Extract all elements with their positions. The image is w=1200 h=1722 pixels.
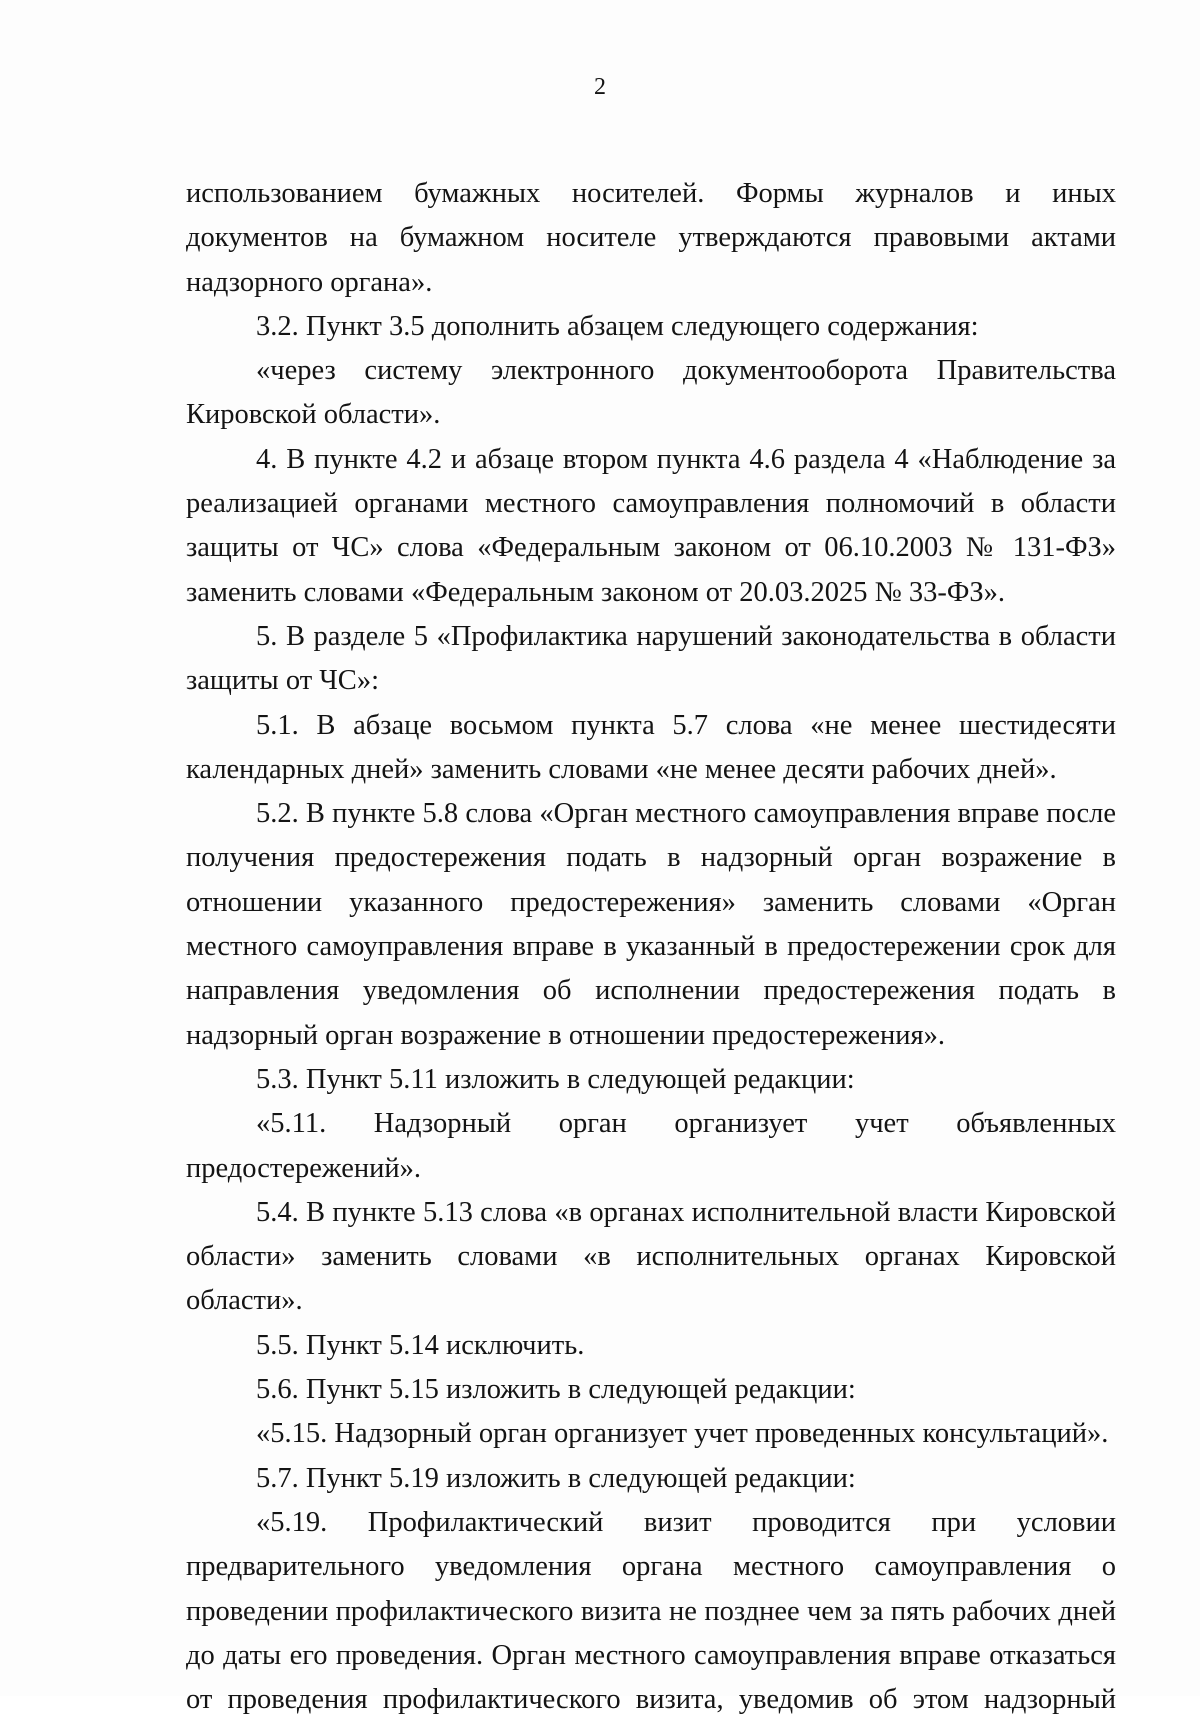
page-number: 2 — [594, 74, 606, 100]
paragraph-5-7: 5.7. Пункт 5.19 изложить в следующей редакции: — [256, 1462, 856, 1494]
paragraph-5-5: 5.5. Пункт 5.14 исключить. — [256, 1329, 585, 1361]
paragraph-5-4: 5.4. В пункте 5.13 слова «в органах исполнительной власти Кировской области» заменить словами «в исполнительных органах Кировской области». — [186, 1196, 1116, 1317]
paragraph-5-1: 5.1. В абзаце восьмом пункта 5.7 слова «не менее шестидесяти календарных дней» заменить словами «не менее десяти рабочих дней». — [186, 709, 1116, 785]
paragraph-5-6: 5.6. Пункт 5.15 изложить в следующей редакции: — [256, 1374, 856, 1406]
paragraph-quote-5-15: «5.15. Надзорный орган организует учет проведенных консультаций». — [256, 1418, 1109, 1450]
paragraph-5-2: 5.2. В пункте 5.8 слова «Орган местного самоуправления вправе после получения предостережения подать в надзорный орган возражение в отношении указанного предостережения» заменить словами «Орган местного самоуправления вправе в указанный в предостережении срок для направления уведомления об исполнении предостережения подать в надзорный орган возражение в отношении предостережения». — [186, 798, 1116, 1051]
paragraph-quote-edo: «через систему электронного документооборота Правительства Кировской области». — [186, 355, 1116, 431]
paragraph-5-3: 5.3. Пункт 5.11 изложить в следующей редакции: — [256, 1063, 855, 1095]
paragraph-continuation: использованием бумажных носителей. Формы журналов и иных документов на бумажном носителе утверждаются правовыми актами надзорного органа». — [186, 178, 1116, 298]
document-body — [186, 172, 1116, 1722]
paragraph-5: 5. В разделе 5 «Профилактика нарушений законодательства в области защиты от ЧС»: — [186, 620, 1116, 697]
paragraph-4: 4. В пункте 4.2 и абзаце втором пункта 4.6 раздела 4 «Наблюдение за реализацией органами местного самоуправления полномочий в области защиты от ЧС» слова «Федеральным законом от 06.10.2003 № 131-ФЗ» заменить словами «Федеральным законом от 20.03.2025 № 33-ФЗ». — [186, 443, 1116, 608]
paragraph-3-2: 3.2. Пункт 3.5 дополнить абзацем следующего содержания: — [256, 310, 979, 342]
paragraph-quote-5-11: «5.11. Надзорный орган организует учет объявленных предостережений». — [186, 1108, 1116, 1184]
paragraph-quote-5-19: «5.19. Профилактический визит проводится при условии предварительного уведомления органа местного самоуправления о проведении профилактического визита не позднее чем за пять рабочих дней до даты его проведения. Орган местного самоуправления вправе отказаться от проведения профилактического визита, уведомив об этом надзорный — [186, 1506, 1116, 1716]
